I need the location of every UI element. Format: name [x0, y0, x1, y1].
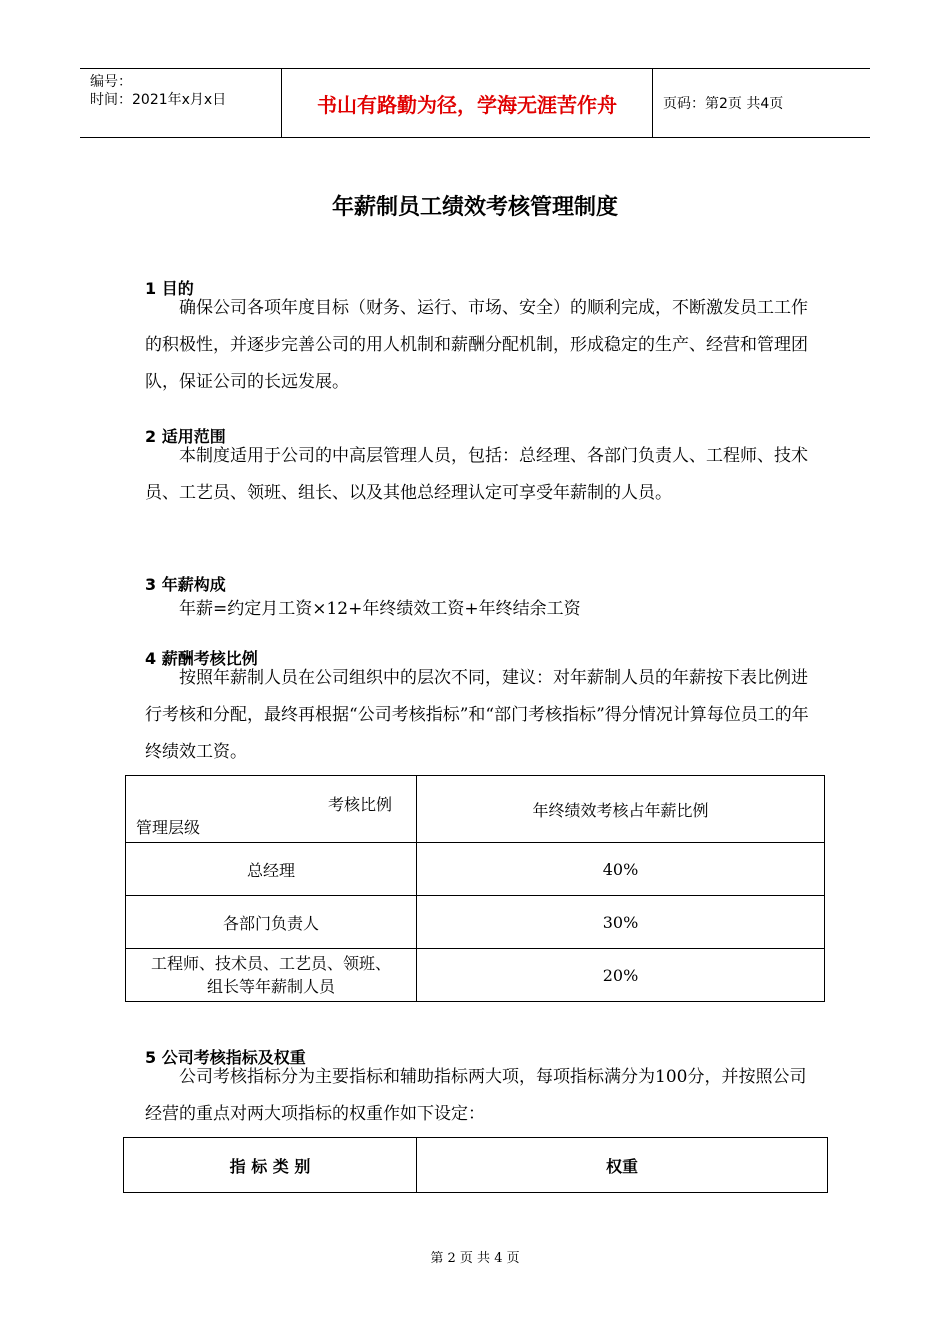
section-4-text: 按照年薪制人员在公司组织中的层次不同，建议：对年薪制人员的年薪按下表比例进行考核和分配，最终再根据“公司考核指标”和“部门考核指标”得分情况计算每位员工的年终绩效工资。 [145, 668, 809, 762]
section-5-text: 公司考核指标分为主要指标和辅助指标两大项，每项指标满分为100分，并按照公司经营的重点对两大项指标的权重作如下设定： [145, 1067, 807, 1124]
weight-column-header: 权重 [417, 1138, 828, 1193]
table-row [126, 949, 825, 1002]
table-header-row [124, 1138, 828, 1193]
document-header [80, 68, 870, 138]
assessment-ratio-table [125, 775, 825, 1002]
section-1-text: 确保公司各项年度目标（财务、运行、市场、安全）的顺利完成，不断激发员工工作的积极性，并逐步完善公司的用人机制和薪酬分配机制，形成稳定的生产、经营和管理团队，保证公司的长远发展。 [145, 298, 808, 392]
level-cell: 总经理 [126, 843, 417, 896]
section-4-heading: 4 薪酬考核比例 [145, 649, 258, 668]
document-title: 年薪制员工绩效考核管理制度 [331, 195, 618, 220]
section-2-heading: 2 适用范围 [145, 427, 226, 446]
category-column-header: 指 标 类 别 [124, 1138, 417, 1193]
table-row [126, 843, 825, 896]
table-header-row [126, 776, 825, 843]
header-meta [80, 69, 282, 137]
table-row [126, 896, 825, 949]
section-1-heading: 1 目的 [145, 279, 194, 298]
corner-cell [126, 776, 417, 843]
corner-top-label: 考核比例 [327, 795, 392, 814]
header-time: 时间：2021年x月x日 [90, 92, 227, 108]
section-3-heading: 3 年薪构成 [145, 575, 226, 594]
page-footer: 第 2 页 共 4 页 [430, 1251, 520, 1266]
corner-bottom-label: 管理层级 [136, 818, 201, 837]
ratio-cell: 20% [417, 949, 825, 1002]
header-page-number: 页码：第2页 共4页 [663, 96, 784, 112]
section-5-heading: 5 公司考核指标及权重 [145, 1048, 306, 1067]
level-cell: 工程师、技术员、工艺员、领班、组长等年薪制人员 [126, 949, 417, 1002]
ratio-column-header: 年终绩效考核占年薪比例 [417, 776, 825, 843]
ratio-cell: 30% [417, 896, 825, 949]
header-slogan: 书山有路勤为径，学海无涯苦作舟 [282, 69, 653, 137]
level-cell: 各部门负责人 [126, 896, 417, 949]
salary-formula: 年薪=约定月工资×12+年终绩效工资+年终结余工资 [179, 599, 581, 619]
section-2-text: 本制度适用于公司的中高层管理人员，包括：总经理、各部门负责人、工程师、技术员、工艺员、领班、组长、以及其他总经理认定可享受年薪制的人员。 [145, 446, 808, 503]
ratio-cell: 40% [417, 843, 825, 896]
weight-table [123, 1137, 828, 1193]
header-number: 编号： [90, 74, 132, 90]
